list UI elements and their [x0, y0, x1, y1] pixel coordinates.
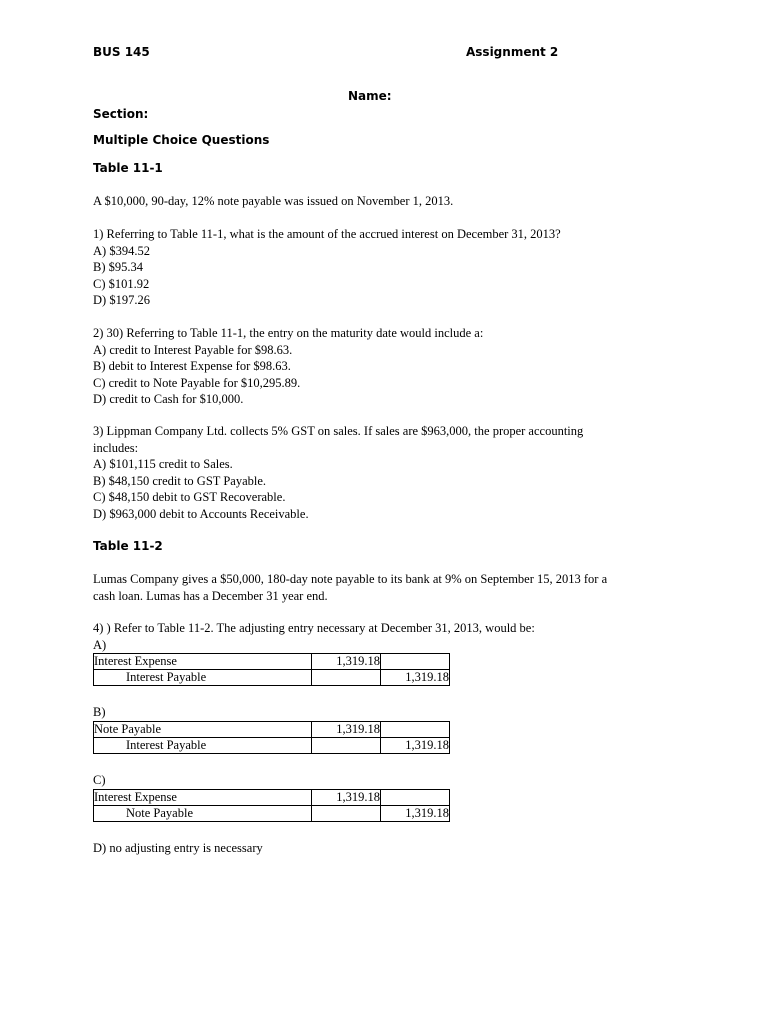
debit-cell: 1,319.18 [312, 654, 381, 670]
option-a: A) $101,115 credit to Sales. [93, 457, 233, 472]
debit-cell [312, 806, 381, 822]
credit-cell: 1,319.18 [381, 738, 450, 754]
table-row [94, 670, 450, 686]
mcq-heading: Multiple Choice Questions [93, 133, 270, 147]
question-2 [93, 325, 483, 408]
option-b: B) $48,150 credit to GST Payable. [93, 473, 267, 488]
debit-cell [312, 738, 381, 754]
option-b: B) debit to Interest Expense for $98.63. [93, 359, 291, 374]
credit-cell: 1,319.18 [381, 806, 450, 822]
debit-cell: 1,319.18 [312, 790, 381, 806]
account-cell: Interest Payable [94, 670, 312, 686]
option-c-label: C) [93, 773, 106, 787]
table-11-2-title: Table 11-2 [93, 539, 163, 553]
debit-cell: 1,319.18 [312, 722, 381, 738]
option-d: D) $197.26 [93, 293, 150, 308]
credit-cell [381, 654, 450, 670]
journal-entry-option-c [93, 789, 450, 822]
table-row [94, 790, 450, 806]
question-stem: 2) 30) Referring to Table 11-1, the entry on the maturity date would include a: [93, 326, 484, 340]
section-label: Section: [93, 107, 149, 121]
table-11-2-line-1: Lumas Company gives a $50,000, 180-day note payable to its bank at 9% on September 15, 2013 for a [93, 572, 608, 586]
question-1 [93, 226, 561, 309]
assignment-title: Assignment 2 [466, 45, 559, 59]
question-3 [93, 423, 583, 523]
table-row [94, 738, 450, 754]
account-cell: Interest Expense [94, 654, 312, 670]
option-b: B) $95.34 [93, 260, 143, 275]
option-a-label: A) [93, 637, 107, 652]
question-stem: 1) Referring to Table 11-1, what is the amount of the accrued interest on December 31, 2013? [93, 227, 561, 241]
table-row [94, 806, 450, 822]
option-c: C) $101.92 [93, 276, 150, 291]
option-d: D) credit to Cash for $10,000. [93, 392, 244, 407]
question-stem-line-2: includes: [93, 440, 139, 455]
journal-entry-option-b [93, 721, 450, 754]
question-stem: 4) ) Refer to Table 11-2. The adjusting entry necessary at December 31, 2013, would be: [93, 621, 535, 635]
question-4 [93, 620, 535, 653]
table-row [94, 722, 450, 738]
credit-cell [381, 790, 450, 806]
option-c: C) $48,150 debit to GST Recoverable. [93, 490, 286, 505]
credit-cell [381, 722, 450, 738]
option-b-label: B) [93, 705, 106, 719]
course-code: BUS 145 [93, 45, 150, 59]
table-11-1-text: A $10,000, 90-day, 12% note payable was issued on November 1, 2013. [93, 194, 454, 208]
debit-cell [312, 670, 381, 686]
table-11-1-title: Table 11-1 [93, 161, 163, 175]
question-stem-line-1: 3) Lippman Company Ltd. collects 5% GST on sales. If sales are $963,000, the proper accounting [93, 424, 584, 438]
option-d: D) no adjusting entry is necessary [93, 841, 263, 855]
name-label: Name: [348, 89, 392, 103]
option-d: D) $963,000 debit to Accounts Receivable. [93, 506, 309, 521]
journal-entry-option-a [93, 653, 450, 686]
table-row [94, 654, 450, 670]
account-cell: Interest Expense [94, 790, 312, 806]
option-c: C) credit to Note Payable for $10,295.89. [93, 375, 301, 390]
account-cell: Note Payable [94, 722, 312, 738]
table-11-2-line-2: cash loan. Lumas has a December 31 year end. [93, 588, 328, 603]
option-a: A) $394.52 [93, 243, 150, 258]
credit-cell: 1,319.18 [381, 670, 450, 686]
account-cell: Interest Payable [94, 738, 312, 754]
table-11-2-text [93, 571, 607, 604]
option-a: A) credit to Interest Payable for $98.63. [93, 342, 293, 357]
account-cell: Note Payable [94, 806, 312, 822]
